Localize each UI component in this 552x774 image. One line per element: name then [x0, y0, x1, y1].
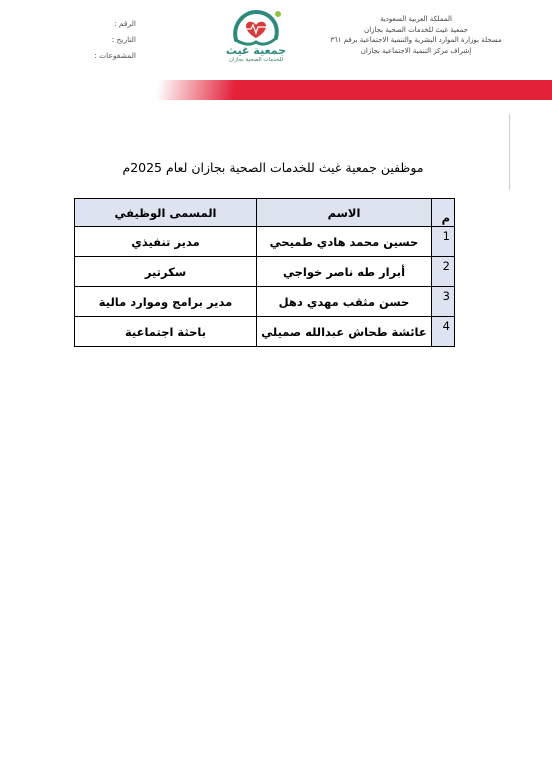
employee-name: عائشة طحاش عبدالله صميلي: [257, 317, 432, 347]
header-number: م: [432, 199, 455, 227]
header-job-title: المسمى الوظيفي: [75, 199, 257, 227]
logo-subtitle: للخدمات الصحية بجازان: [228, 57, 284, 63]
table-row: [75, 257, 455, 287]
header-name: الاسم: [257, 199, 432, 227]
employee-name: حسن مثقب مهدي دهل: [257, 287, 432, 317]
row-number: 4: [432, 317, 455, 347]
organization-info: [316, 14, 516, 56]
header-red-stripe: [124, 80, 552, 100]
staff-table: [74, 198, 455, 347]
document-title: موظفين جمعية غيث للخدمات الصحية بجازان لعام 2025م: [122, 160, 424, 175]
table-row: [75, 227, 455, 257]
row-number: 1: [432, 227, 455, 257]
logo-wordmark: [206, 44, 306, 64]
org-line-kingdom: المملكة العربية السعودية: [380, 15, 452, 23]
table-row: [75, 287, 455, 317]
reference-fields: [56, 16, 136, 64]
attachments-label: المشفوعات :: [94, 51, 136, 60]
table-row: [75, 317, 455, 347]
org-line-supervision: إشراف مركز التنمية الاجتماعية بجازان: [360, 46, 472, 55]
employee-name: حسين محمد هادي طميحي: [257, 227, 432, 257]
employee-job-title: باحثة اجتماعية: [75, 317, 257, 347]
employee-job-title: مدير تنفيذي: [75, 227, 257, 257]
reference-number-label: الرقم :: [114, 19, 136, 28]
row-number: 3: [432, 287, 455, 317]
employee-job-title: مدير برامج وموارد مالية: [75, 287, 257, 317]
row-number: 2: [432, 257, 455, 287]
table-header-row: [75, 199, 455, 227]
letterhead: [0, 0, 552, 100]
margin-divider: [509, 114, 510, 190]
date-label: التاريخ :: [111, 35, 136, 44]
employee-job-title: سكرتير: [75, 257, 257, 287]
org-line-registration: مسجلة بوزارة الموارد البشرية والتنمية الاجتماعية برقم ٣٦١: [330, 36, 502, 44]
logo-title: جمعية غيث: [225, 44, 287, 57]
employee-name: أبرار طه ناصر خواجي: [257, 257, 432, 287]
org-line-name: جمعية غيث للخدمات الصحية بجازان: [364, 25, 468, 34]
